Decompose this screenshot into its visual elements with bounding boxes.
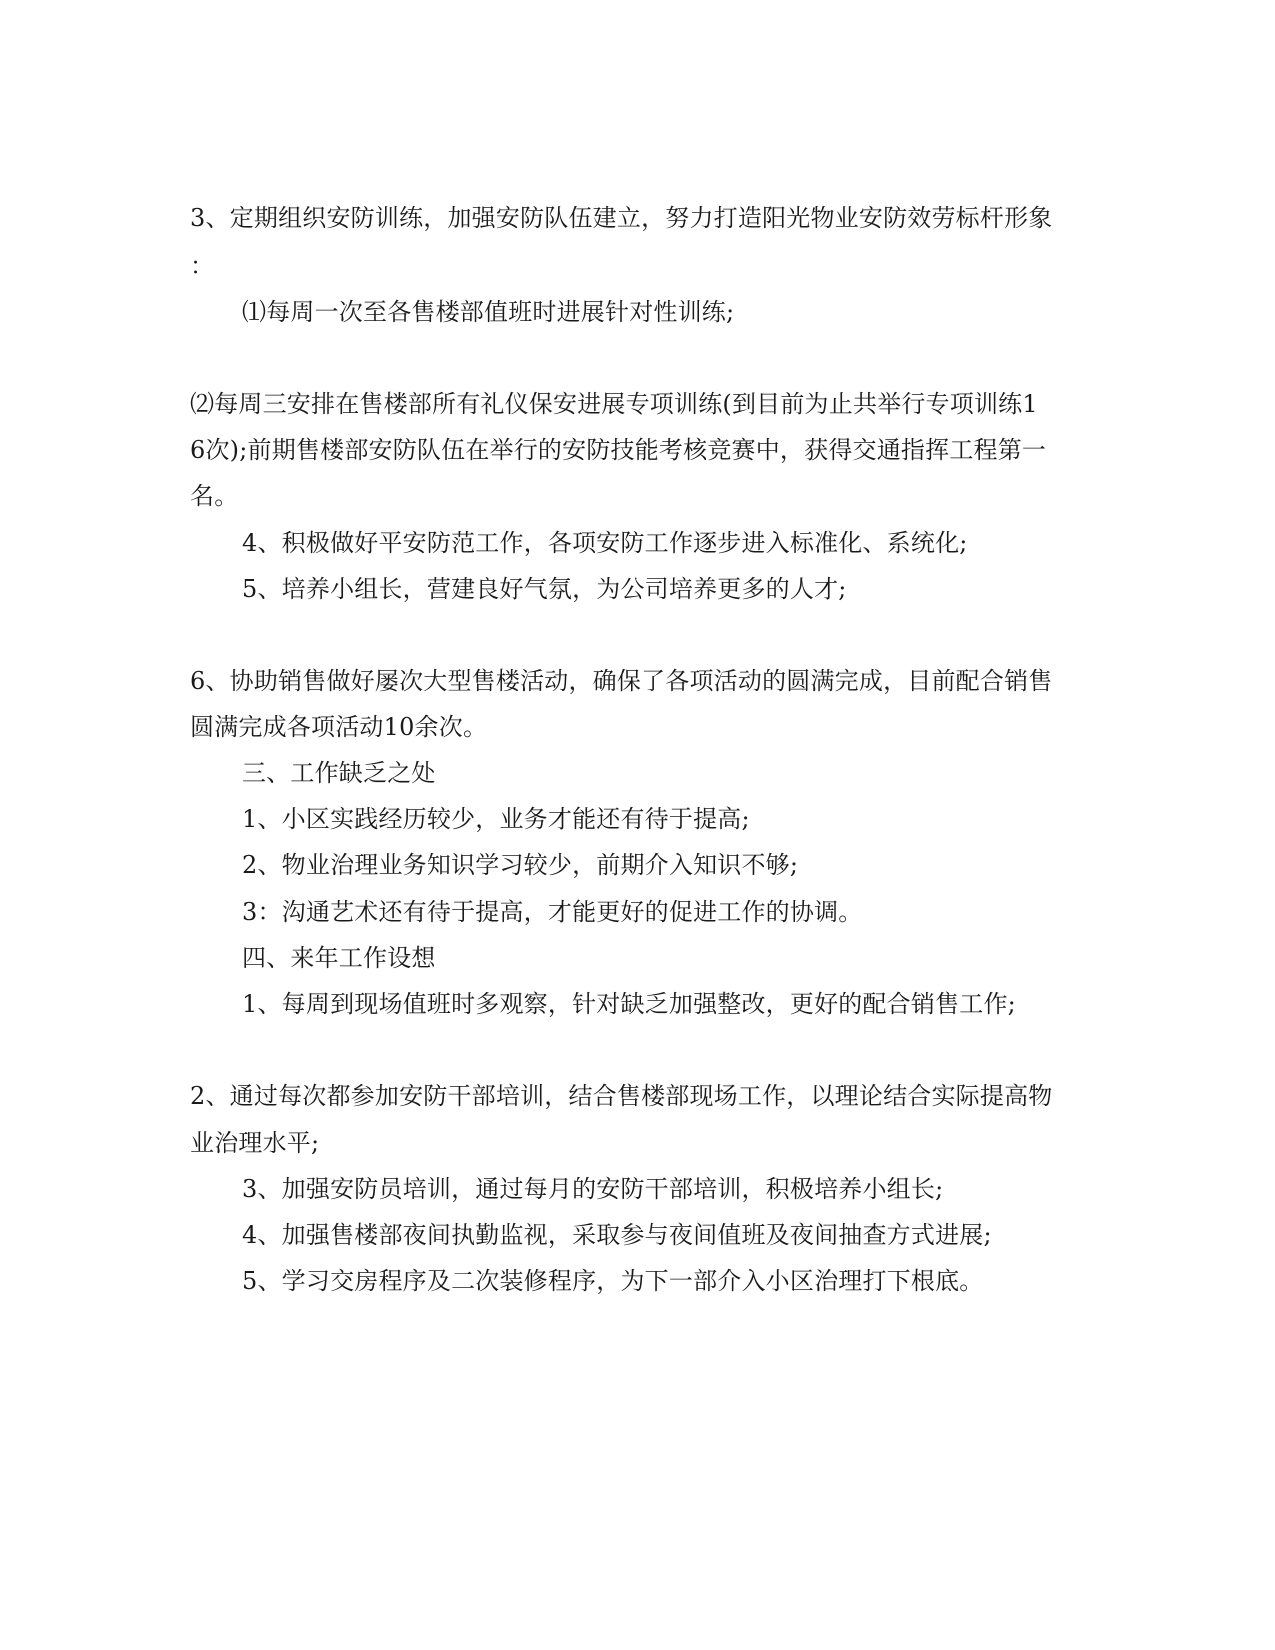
section-heading: 四、来年工作设想 <box>242 944 436 972</box>
paragraph-line: 5、培养小组长，营建良好气氛，为公司培养更多的人才; <box>242 575 847 603</box>
paragraph-line: 业治理水平; <box>190 1129 320 1157</box>
paragraph-line: 名。 <box>190 482 239 510</box>
paragraph-line: 3、定期组织安防训练，加强安防队伍建立，努力打造阳光物业安防效劳标杆形象 <box>190 204 1053 232</box>
paragraph-line: 2、通过每次都参加安防干部培训，结合售楼部现场工作，以理论结合实际提高物 <box>190 1082 1053 1110</box>
section-heading: 三、工作缺乏之处 <box>242 759 436 787</box>
paragraph-line: ⑴每周一次至各售楼部值班时进展针对性训练; <box>242 298 735 326</box>
paragraph-line: 3、加强安防员培训，通过每月的安防干部培训，积极培养小组长; <box>242 1175 944 1203</box>
paragraph-line: 4、积极做好平安防范工作，各项安防工作逐步进入标准化、系统化; <box>242 529 968 557</box>
paragraph-line: 5、学习交房程序及二次装修程序，为下一部介入小区治理打下根底。 <box>242 1267 984 1295</box>
paragraph-line: 3：沟通艺术还有待于提高，才能更好的促进工作的协调。 <box>242 898 863 926</box>
paragraph-line: 1、每周到现场值班时多观察，针对缺乏加强整改，更好的配合销售工作; <box>242 990 1016 1018</box>
paragraph-line: 6次);前期售楼部安防队伍在举行的安防技能考核竞赛中，获得交通指挥工程第一 <box>190 436 1047 464</box>
paragraph-line: ⑵每周三安排在售楼部所有礼仪保安进展专项训练(到目前为止共举行专项训练1 <box>190 390 1038 418</box>
paragraph-line: 圆满完成各项活动10余次。 <box>190 713 488 741</box>
paragraph-line: 2、物业治理业务知识学习较少，前期介入知识不够; <box>242 851 799 879</box>
paragraph-line: 1、小区实践经历较少，业务才能还有待于提高; <box>242 805 750 833</box>
paragraph-line: 6、协助销售做好屡次大型售楼活动，确保了各项活动的圆满完成，目前配合销售 <box>190 667 1053 695</box>
paragraph-line: 4、加强售楼部夜间执勤监视，采取参与夜间值班及夜间抽查方式进展; <box>242 1221 992 1249</box>
paragraph-line: ： <box>190 252 215 280</box>
